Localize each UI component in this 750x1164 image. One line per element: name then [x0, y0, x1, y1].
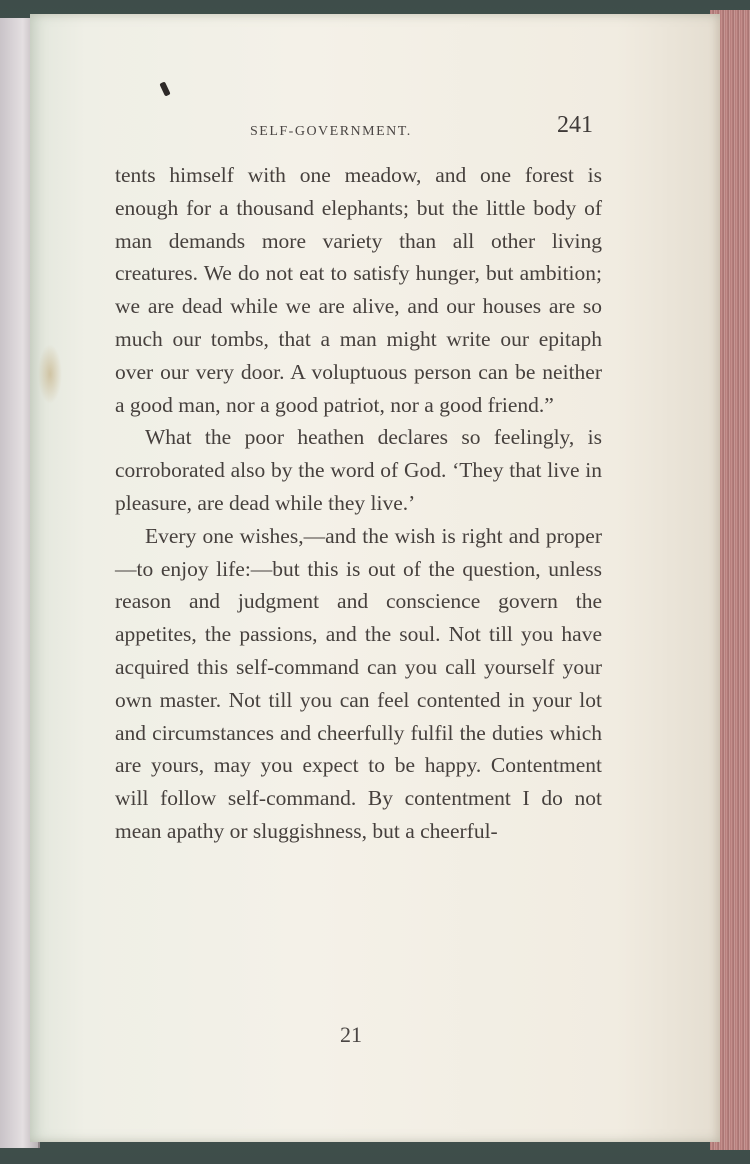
paragraph: What the poor heathen declares so feelingly, is corroborated also by the word of God. ‘They that live in pleasure, are dead while they live.’	[115, 425, 602, 515]
paragraph: Every one wishes,—and the wish is right and proper—to enjoy life:—but this is out of the question, unless reason and judgment and conscience govern the appetites, the passions, and the soul. Not till you have acquired this self-command can you call yourself your own master. Not till you can feel contented in your lot and circumstances and cheerfully fulfil the duties which are yours, may you expect to be happy. Contentment will follow self-command. By contentment I do not mean apathy or sluggishness, but a cheerful-	[115, 523, 602, 843]
paragraph: tents himself with one meadow, and one forest is enough for a thousand elephants; but the little body of man demands more variety than all other living creatures. We do not eat to satisfy hunger, but ambition; we are dead while we are alive, and our houses are so much our tombs, that a man might write our epitaph over our very door. A voluptuous person can be neither a good man, nor a good patriot, nor a good friend.”	[115, 163, 602, 417]
signature-mark: 21	[340, 1022, 362, 1047]
running-head: SELF-GOVERNMENT.	[250, 124, 412, 139]
paper-stain	[38, 344, 62, 404]
book-page	[30, 14, 720, 1142]
ink-speck	[159, 81, 170, 96]
body-text	[115, 159, 602, 848]
page-number: 241	[557, 112, 593, 138]
page-header	[30, 110, 720, 150]
